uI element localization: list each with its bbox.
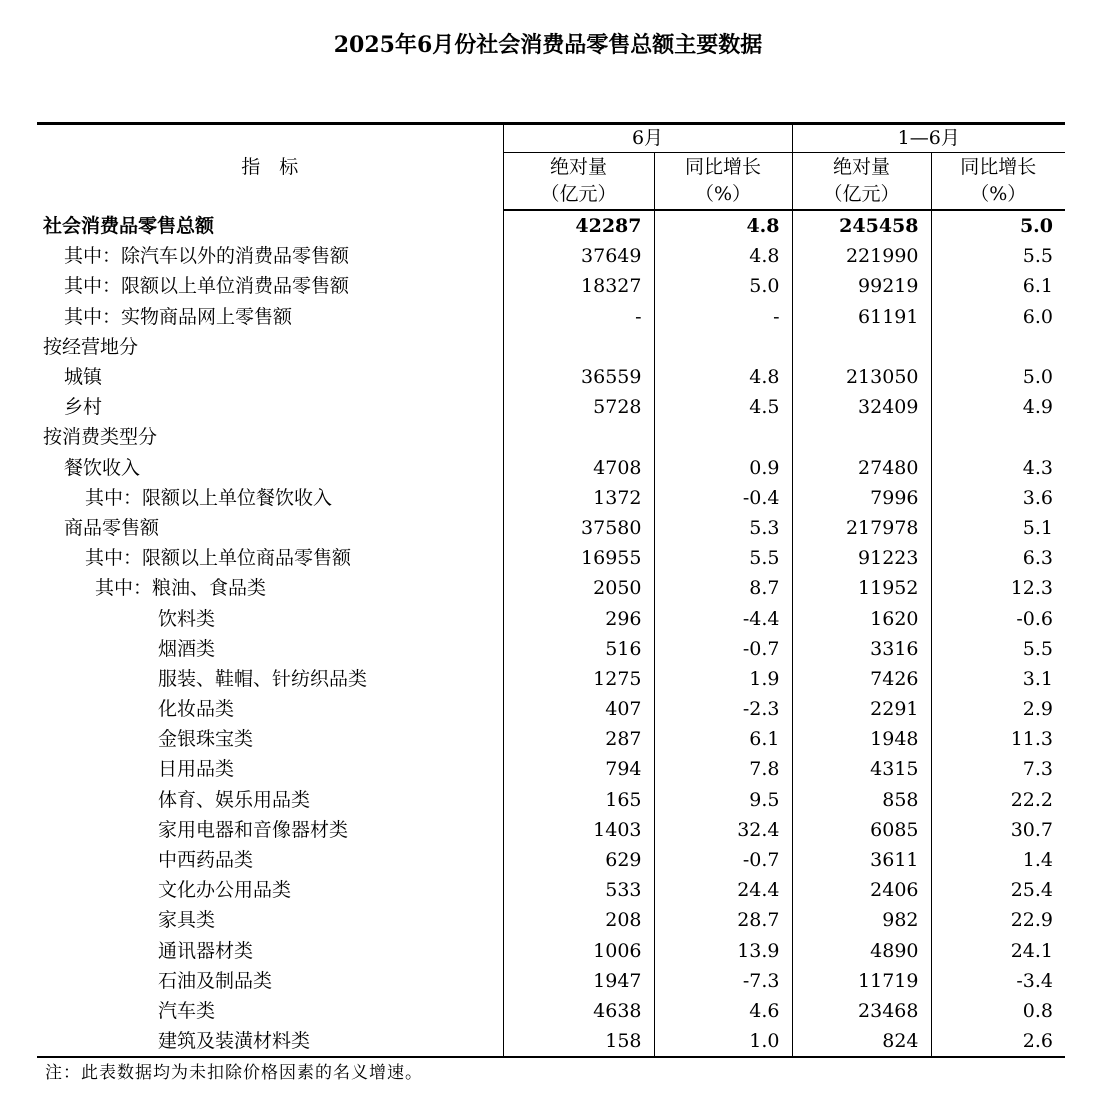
ytd-abs-value: 7996 <box>792 483 931 513</box>
abs-line2: （亿元） <box>540 183 617 205</box>
table-row <box>37 785 1065 815</box>
june-abs-value: 629 <box>503 845 654 875</box>
ytd-abs-value: 221990 <box>792 241 931 271</box>
june-yoy-value: 5.3 <box>654 513 792 543</box>
june-yoy-value: -4.4 <box>654 603 792 633</box>
ytd-yoy-value <box>931 332 1065 362</box>
june-yoy-value: 5.0 <box>654 271 792 301</box>
june-yoy-header <box>654 153 792 211</box>
abs-line1: 绝对量 <box>832 156 890 178</box>
ytd-abs-value: 61191 <box>792 302 931 332</box>
ytd-yoy-value: 6.1 <box>1022 275 1053 298</box>
row-label: 其中：粮油、食品类 <box>37 573 503 603</box>
ytd-yoy-value: -3.4 <box>1016 969 1053 992</box>
row-label: 汽车类 <box>37 996 503 1026</box>
row-label: 服装、鞋帽、针纺织品类 <box>37 664 503 694</box>
ytd-yoy-value: 11.3 <box>1010 728 1053 751</box>
june-abs-header <box>503 153 654 211</box>
ytd-abs-value: 6085 <box>792 815 931 845</box>
table-row <box>37 422 1065 452</box>
june-yoy-value: 13.9 <box>654 936 792 966</box>
table-row <box>37 453 1065 483</box>
ytd-yoy-header <box>931 153 1065 211</box>
row-label: 商品零售额 <box>37 513 503 543</box>
row-label: 家用电器和音像器材类 <box>37 815 503 845</box>
table-row <box>37 513 1065 543</box>
ytd-abs-value: 982 <box>792 905 931 935</box>
table-row <box>37 332 1065 362</box>
ytd-abs-value: 4890 <box>792 936 931 966</box>
june-abs-value: - <box>503 302 654 332</box>
table-row <box>37 210 1065 241</box>
june-abs-value: 5728 <box>503 392 654 422</box>
abs-line2: （亿元） <box>823 183 900 205</box>
june-abs-value <box>503 422 654 452</box>
june-abs-value: 36559 <box>503 362 654 392</box>
row-label: 乡村 <box>37 392 503 422</box>
ytd-yoy-value: 5.0 <box>1019 215 1053 238</box>
ytd-yoy-value: 22.9 <box>1010 909 1053 932</box>
ytd-abs-value: 11952 <box>792 573 931 603</box>
june-yoy-value <box>654 422 792 452</box>
row-label: 家具类 <box>37 905 503 935</box>
ytd-yoy-value: 7.3 <box>1022 758 1053 781</box>
row-label: 烟酒类 <box>37 634 503 664</box>
june-abs-value: 165 <box>503 785 654 815</box>
table-row <box>37 362 1065 392</box>
row-label: 文化办公用品类 <box>37 875 503 905</box>
ytd-abs-value: 32409 <box>792 392 931 422</box>
june-abs-value: 37580 <box>503 513 654 543</box>
ytd-abs-value <box>792 422 931 452</box>
table-row <box>37 996 1065 1026</box>
ytd-abs-value: 824 <box>792 1026 931 1057</box>
table-row <box>37 302 1065 332</box>
june-abs-value: 287 <box>503 724 654 754</box>
june-abs-value: 1006 <box>503 936 654 966</box>
ytd-yoy-value: 5.5 <box>1022 637 1053 660</box>
june-yoy-value: -2.3 <box>654 694 792 724</box>
june-abs-value: 2050 <box>503 573 654 603</box>
ytd-yoy-value: 6.3 <box>1022 547 1053 570</box>
row-label: 其中：除汽车以外的消费品零售额 <box>37 241 503 271</box>
row-label: 城镇 <box>37 362 503 392</box>
yoy-line1: 同比增长 <box>960 156 1037 178</box>
ytd-yoy-value: 4.9 <box>1022 396 1053 419</box>
row-label: 餐饮收入 <box>37 453 503 483</box>
ytd-yoy-value: -0.6 <box>1016 607 1053 630</box>
row-label: 饮料类 <box>37 603 503 633</box>
ytd-yoy-value: 4.3 <box>1022 456 1053 479</box>
yoy-line2: （%） <box>970 183 1027 205</box>
data-table <box>37 122 1065 1058</box>
table-row <box>37 1026 1065 1057</box>
ytd-yoy-value: 0.8 <box>1022 999 1053 1022</box>
june-abs-value: 16955 <box>503 543 654 573</box>
june-yoy-value: 4.6 <box>654 996 792 1026</box>
ytd-yoy-value: 5.0 <box>1022 366 1053 389</box>
june-yoy-value: 8.7 <box>654 573 792 603</box>
table-row <box>37 936 1065 966</box>
june-yoy-value: -0.7 <box>654 845 792 875</box>
row-label: 其中：限额以上单位商品零售额 <box>37 543 503 573</box>
abs-line1: 绝对量 <box>549 156 607 178</box>
june-abs-value: 42287 <box>503 210 654 241</box>
row-label: 通讯器材类 <box>37 936 503 966</box>
ytd-yoy-value: 22.2 <box>1010 788 1053 811</box>
indicator-header: 指 标 <box>37 124 503 211</box>
ytd-yoy-value: 30.7 <box>1010 818 1053 841</box>
ytd-abs-header <box>792 153 931 211</box>
june-abs-value: 1372 <box>503 483 654 513</box>
ytd-abs-value <box>792 332 931 362</box>
page-title: 2025年6月份社会消费品零售总额主要数据 <box>333 32 763 58</box>
june-yoy-value: 24.4 <box>654 875 792 905</box>
ytd-abs-value: 858 <box>792 785 931 815</box>
june-abs-value: 794 <box>503 754 654 784</box>
row-label: 石油及制品类 <box>37 966 503 996</box>
row-label: 日用品类 <box>37 754 503 784</box>
june-yoy-value: 28.7 <box>654 905 792 935</box>
ytd-abs-value: 1620 <box>792 603 931 633</box>
row-label: 社会消费品零售总额 <box>37 210 503 241</box>
ytd-yoy-value: 3.6 <box>1022 486 1053 509</box>
june-yoy-value: 4.8 <box>654 362 792 392</box>
row-label: 按消费类型分 <box>37 422 503 452</box>
row-label: 其中：实物商品网上零售额 <box>37 302 503 332</box>
row-label: 其中：限额以上单位餐饮收入 <box>37 483 503 513</box>
june-abs-value: 1403 <box>503 815 654 845</box>
footnote: 注：此表数据均为未扣除价格因素的名义增速。 <box>45 1063 423 1083</box>
table-row <box>37 543 1065 573</box>
june-abs-value: 1275 <box>503 664 654 694</box>
june-abs-value: 533 <box>503 875 654 905</box>
june-abs-value: 158 <box>503 1026 654 1057</box>
table-row <box>37 905 1065 935</box>
june-abs-value: 208 <box>503 905 654 935</box>
ytd-yoy-value: 12.3 <box>1010 577 1053 600</box>
june-yoy-value: -0.7 <box>654 634 792 664</box>
june-yoy-value: 32.4 <box>654 815 792 845</box>
ytd-yoy-value: 5.1 <box>1022 516 1053 539</box>
ytd-abs-value: 245458 <box>792 210 931 241</box>
table-row <box>37 392 1065 422</box>
june-yoy-value: 5.5 <box>654 543 792 573</box>
june-abs-value <box>503 332 654 362</box>
ytd-abs-value: 27480 <box>792 453 931 483</box>
table-row <box>37 483 1065 513</box>
table-row <box>37 603 1065 633</box>
table-row <box>37 724 1065 754</box>
row-label: 中西药品类 <box>37 845 503 875</box>
ytd-abs-value: 91223 <box>792 543 931 573</box>
ytd-abs-value: 1948 <box>792 724 931 754</box>
ytd-abs-value: 3316 <box>792 634 931 664</box>
row-label: 建筑及装潢材料类 <box>37 1026 503 1057</box>
june-yoy-value: 4.8 <box>654 210 792 241</box>
table-row <box>37 966 1065 996</box>
june-abs-value: 37649 <box>503 241 654 271</box>
june-yoy-value: -0.4 <box>654 483 792 513</box>
june-group-header: 6月 <box>503 124 792 153</box>
row-label: 体育、娱乐用品类 <box>37 785 503 815</box>
ytd-abs-value: 3611 <box>792 845 931 875</box>
table-row <box>37 815 1065 845</box>
ytd-yoy-value: 3.1 <box>1022 667 1053 690</box>
june-abs-value: 1947 <box>503 966 654 996</box>
table-row <box>37 241 1065 271</box>
june-abs-value: 296 <box>503 603 654 633</box>
ytd-yoy-value <box>931 422 1065 452</box>
june-yoy-value: 9.5 <box>654 785 792 815</box>
june-yoy-value <box>654 332 792 362</box>
table-row <box>37 754 1065 784</box>
june-abs-value: 4708 <box>503 453 654 483</box>
ytd-abs-value: 4315 <box>792 754 931 784</box>
june-abs-value: 4638 <box>503 996 654 1026</box>
table-row <box>37 271 1065 301</box>
row-label: 金银珠宝类 <box>37 724 503 754</box>
june-yoy-value: 1.0 <box>654 1026 792 1057</box>
table-body <box>37 210 1065 1057</box>
ytd-abs-value: 213050 <box>792 362 931 392</box>
june-yoy-value: 6.1 <box>654 724 792 754</box>
table-header <box>37 124 1065 211</box>
june-abs-value: 516 <box>503 634 654 664</box>
table-row <box>37 694 1065 724</box>
ytd-abs-value: 2291 <box>792 694 931 724</box>
ytd-yoy-value: 25.4 <box>1010 879 1053 902</box>
june-yoy-value: 4.5 <box>654 392 792 422</box>
row-label: 化妆品类 <box>37 694 503 724</box>
june-abs-value: 18327 <box>503 271 654 301</box>
june-yoy-value: 7.8 <box>654 754 792 784</box>
ytd-yoy-value: 2.6 <box>931 1026 1065 1057</box>
table-row <box>37 634 1065 664</box>
june-yoy-value: - <box>654 302 792 332</box>
ytd-yoy-value: 1.4 <box>1022 849 1053 872</box>
june-yoy-value: 1.9 <box>654 664 792 694</box>
yoy-line2: （%） <box>694 183 752 205</box>
ytd-abs-value: 23468 <box>792 996 931 1026</box>
row-label: 按经营地分 <box>37 332 503 362</box>
row-label: 其中：限额以上单位消费品零售额 <box>37 271 503 301</box>
ytd-yoy-value: 2.9 <box>1022 698 1053 721</box>
table-row <box>37 664 1065 694</box>
ytd-abs-value: 2406 <box>792 875 931 905</box>
table-row <box>37 573 1065 603</box>
ytd-abs-value: 7426 <box>792 664 931 694</box>
june-yoy-value: 4.8 <box>654 241 792 271</box>
june-yoy-value: 0.9 <box>654 453 792 483</box>
table-row <box>37 875 1065 905</box>
ytd-yoy-value: 24.1 <box>1010 939 1053 962</box>
june-yoy-value: -7.3 <box>654 966 792 996</box>
ytd-abs-value: 217978 <box>792 513 931 543</box>
ytd-abs-value: 11719 <box>792 966 931 996</box>
ytd-yoy-value: 6.0 <box>1022 305 1053 328</box>
ytd-abs-value: 99219 <box>792 271 931 301</box>
table-row <box>37 845 1065 875</box>
ytd-yoy-value: 5.5 <box>1022 245 1053 268</box>
yoy-line1: 同比增长 <box>684 156 761 178</box>
ytd-group-header: 1—6月 <box>792 124 1065 153</box>
june-abs-value: 407 <box>503 694 654 724</box>
